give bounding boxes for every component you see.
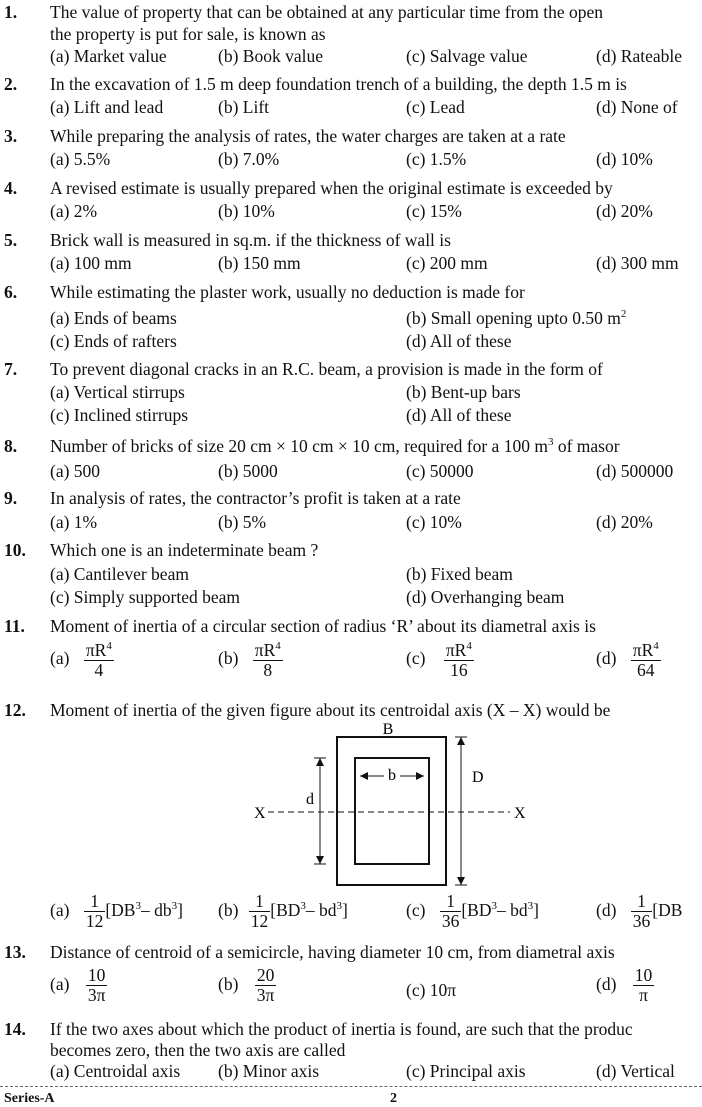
option-b: (b) Small opening upto 0.50 $m^2$ <box>406 308 627 328</box>
option-a: (a) $\frac{\pi R^4}{4}$ <box>50 639 112 681</box>
option-b: (b) Bent-up bars <box>406 382 521 402</box>
option-a: (a) Vertical stirrups <box>50 382 185 402</box>
option-c: (c) 200 mm <box>406 253 488 273</box>
option-d: (d) All of these <box>406 405 512 425</box>
option-a: (a) 2% <box>50 201 98 221</box>
option-c: (c) $\frac{\pi R^4}{16}$ <box>406 639 472 681</box>
option-a: (a) $\frac{1}{12}$ [$DB^3-$ $db^3$] <box>50 891 183 932</box>
option-a: (a) 1% <box>50 512 98 532</box>
question-stem: While estimating the plaster work, usually no deduction is made for <box>50 282 525 302</box>
option-d: (d) Rateable <box>596 46 682 66</box>
option-c: (c) Simply supported beam <box>50 587 241 607</box>
option-a: (a) $\frac{10}{3\pi}$ <box>50 965 106 1006</box>
option-a: (a) Centroidal axis <box>50 1061 181 1081</box>
option-b: (b) 5% <box>218 512 267 532</box>
question-number: 13. <box>4 942 26 962</box>
question-stem: If the two axes about which the product of inertia is found, are such that the produc <box>50 1019 633 1039</box>
option-d: (d) 10% <box>596 149 653 169</box>
option-b: (b) 5000 <box>218 461 278 481</box>
option-a: (a) Cantilever beam <box>50 564 189 584</box>
page-number: 2 <box>390 1091 397 1106</box>
question-stem: The value of property that can be obtained at any particular time from the open <box>50 2 603 22</box>
question-number: 1. <box>4 2 18 22</box>
option-d: (d) 300 mm <box>596 253 679 273</box>
option-d: (d) All of these <box>406 331 512 351</box>
question-stem: becomes zero, then the two axis are called <box>50 1040 346 1060</box>
question-stem: While preparing the analysis of rates, the water charges are taken at a rate <box>50 126 566 146</box>
option-b: (b) $\frac{20}{3\pi}$ <box>218 965 275 1006</box>
axis-label-right: X <box>514 805 526 822</box>
option-b: (b) Book value <box>218 46 323 66</box>
option-b: (b) 10% <box>218 201 275 221</box>
question-number: 2. <box>4 74 18 94</box>
option-b: (b) Lift <box>218 97 270 117</box>
question-number: 12. <box>4 700 26 720</box>
option-d: (d) 500000 <box>596 461 674 481</box>
label-D: D <box>472 769 484 786</box>
option-c: (c) 10% <box>406 512 462 532</box>
option-a: (a) 100 mm <box>50 253 132 273</box>
question-stem: Distance of centroid of a semicircle, having diameter 10 cm, from diametral axis <box>50 942 615 962</box>
question-stem: Moment of inertia of a circular section of radius ‘R’ about its diametral axis is <box>50 616 596 636</box>
option-b: (b) 150 mm <box>218 253 301 273</box>
axis-label-left: X <box>254 805 266 822</box>
label-B: B <box>382 721 394 738</box>
question-stem: To prevent diagonal cracks in an R.C. beam, a provision is made in the form of <box>50 359 603 379</box>
option-c: (c) 1.5% <box>406 149 467 169</box>
series-label: Series-A <box>4 1091 55 1106</box>
label-b: b <box>388 767 396 784</box>
page-footer <box>0 1086 702 1106</box>
question-number: 6. <box>4 282 18 302</box>
question-number: 3. <box>4 126 18 146</box>
option-a: (a) Market value <box>50 46 167 66</box>
option-d: (d) $\frac{10}{\pi}$ <box>596 965 653 1006</box>
question-stem: Moment of inertia of the given figure about its centroidal axis (X – X) would be <box>50 700 611 720</box>
question-stem: Brick wall is measured in sq.m. if the thickness of wall is <box>50 230 451 250</box>
option-c: (c) Lead <box>406 97 465 117</box>
option-d: (d) $\frac{1}{36}$ [DB <box>596 891 683 932</box>
question-number: 4. <box>4 178 18 198</box>
option-a: (a) 500 <box>50 461 101 481</box>
option-b: (b) 7.0% <box>218 149 280 169</box>
question-number: 11. <box>4 616 25 636</box>
option-b: (b) $\frac{\pi R^4}{8}$ <box>218 639 281 681</box>
question-number: 8. <box>4 436 18 456</box>
question-stem: Which one is an indeterminate beam ? <box>50 540 319 560</box>
question-stem: A revised estimate is usually prepared when the original estimate is exceeded by <box>50 178 613 198</box>
option-c: (c) Salvage value <box>406 46 528 66</box>
question-number: 9. <box>4 488 18 508</box>
option-c: (c) 10π <box>406 980 457 1000</box>
option-d: (d) Vertical <box>596 1061 675 1081</box>
option-d: (d) 20% <box>596 512 653 532</box>
option-d: (d) $\frac{\pi R^4}{64}$ <box>596 639 659 681</box>
option-d: (d) Overhanging beam <box>406 587 565 607</box>
option-c: (c) Principal axis <box>406 1061 526 1081</box>
label-d: d <box>306 791 314 808</box>
hollow-rectangle-figure <box>248 718 538 890</box>
option-a: (a) Lift and lead <box>50 97 164 117</box>
option-c: (c) 15% <box>406 201 462 221</box>
question-number: 5. <box>4 230 18 250</box>
option-b: (b) Minor axis <box>218 1061 320 1081</box>
option-c: (c) 50000 <box>406 461 474 481</box>
option-c: (c) Ends of rafters <box>50 331 177 351</box>
question-stem: In the excavation of 1.5 m deep foundation trench of a building, the depth 1.5 m is <box>50 74 627 94</box>
question-number: 10. <box>4 540 26 560</box>
option-a: (a) 5.5% <box>50 149 111 169</box>
option-b: (b) Fixed beam <box>406 564 513 584</box>
question-stem: Number of bricks of size 20 cm × 10 cm × 10 cm, required for a 100 $m^3$ of masor <box>50 436 620 456</box>
question-stem: In analysis of rates, the contractor’s profit is taken at a rate <box>50 488 461 508</box>
question-number: 7. <box>4 359 18 379</box>
option-d: (d) 20% <box>596 201 653 221</box>
question-stem: the property is put for sale, is known as <box>50 24 326 44</box>
question-number: 14. <box>4 1019 26 1039</box>
option-d: (d) None of <box>596 97 678 117</box>
option-c: (c) $\frac{1}{36}$ [$BD^3-$ $bd^3$] <box>406 891 539 932</box>
option-c: (c) Inclined stirrups <box>50 405 189 425</box>
option-a: (a) Ends of beams <box>50 308 177 328</box>
option-b: (b) $\frac{1}{12}$ [$BD^3-$ $bd^3$] <box>218 891 348 932</box>
